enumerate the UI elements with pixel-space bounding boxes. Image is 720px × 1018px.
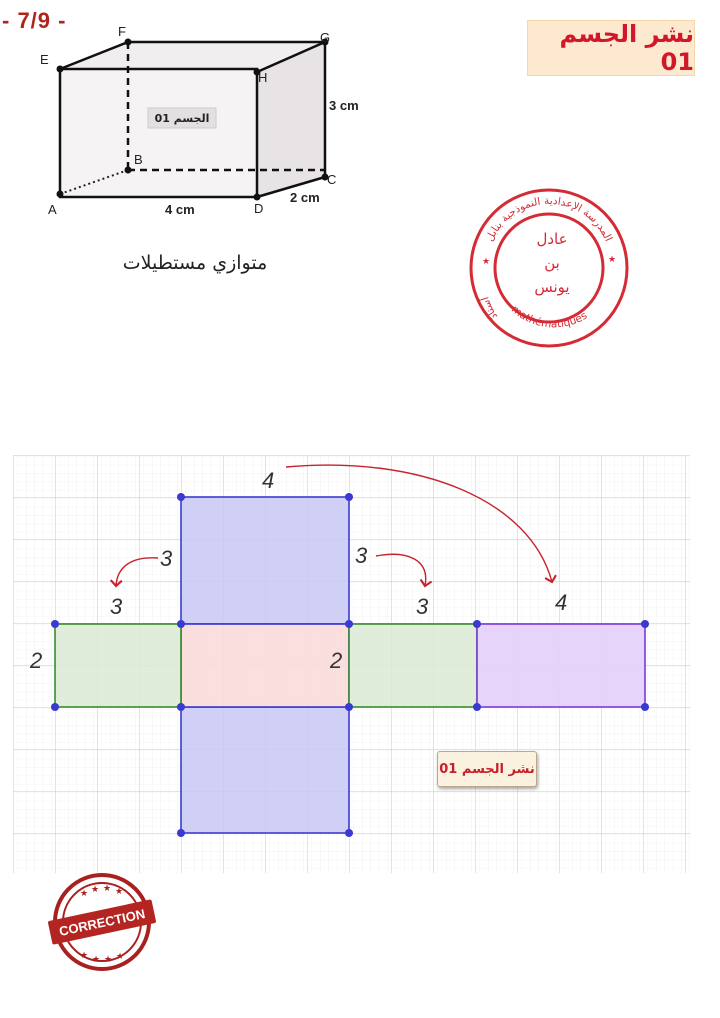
vertex-c-label: C (327, 172, 337, 187)
solid-face-label: الجسم 01 (154, 112, 210, 125)
badge-text: CORRECTION (57, 906, 147, 939)
vertex-f-label: F (118, 24, 126, 39)
annot-edge-4-right: 4 (555, 590, 568, 615)
net-top-face (181, 497, 349, 624)
net-label: نشر الجسم 01 (437, 751, 537, 787)
badge-star-icon: ★ (92, 954, 101, 964)
page-title: نشر الجسم 01 (527, 20, 695, 76)
annot-edge-3-right: 3 (416, 594, 429, 619)
annot-edge-3-left: 3 (110, 594, 123, 619)
width-label: 2 cm (290, 190, 320, 205)
badge-star-icon: ★ (104, 954, 113, 964)
height-label: 3 cm (329, 98, 359, 113)
badge-star-icon: ★ (80, 950, 89, 960)
stamp-star-icon: ★ (482, 256, 491, 266)
badge-star-icon: ★ (116, 951, 125, 961)
annot-edge-2-left: 2 (30, 648, 43, 673)
net-bottom-face (181, 707, 349, 833)
vertex-g-label: G (320, 30, 331, 45)
vertex-e-label: E (40, 52, 49, 67)
correction-badge (46, 872, 166, 972)
annot-top-4: 4 (262, 468, 275, 493)
vertex-b-label: B (134, 152, 143, 167)
stamp-name-line-3: يونس (534, 278, 570, 296)
stamp-ring-bottom-text: mathématiques (509, 303, 590, 331)
annot-arrow-3-right: 3 (355, 543, 368, 568)
badge-star-icon: ★ (80, 888, 89, 898)
annot-edge-2-center: 2 (330, 648, 343, 673)
badge-star-icon: ★ (115, 886, 124, 896)
vertex-h-label: H (258, 70, 268, 85)
vertex-a-label: A (48, 202, 57, 217)
annot-arrow-3-left: 3 (160, 546, 173, 571)
solid-caption: متوازي مستطيلات (122, 252, 268, 274)
page-number: - 7/9 - (2, 8, 67, 33)
stamp-ring-top-text: المدرسة الإعدادية النموذجية بنابل (483, 194, 615, 244)
stamp-name-line-2: بن (544, 254, 560, 272)
net-center-face (181, 624, 349, 707)
vertex-d-label: D (254, 201, 264, 216)
length-label: 4 cm (165, 202, 195, 217)
stamp-star-icon: ★ (608, 254, 617, 264)
net-end-face (477, 624, 645, 707)
badge-star-icon: ★ (103, 883, 112, 893)
net-right-face (349, 624, 477, 707)
net-left-face (55, 624, 181, 707)
stamp-name-line-1: عادل (536, 230, 568, 248)
stamp-ring-left-text: أستاذ (479, 295, 501, 322)
badge-star-icon: ★ (91, 884, 100, 894)
